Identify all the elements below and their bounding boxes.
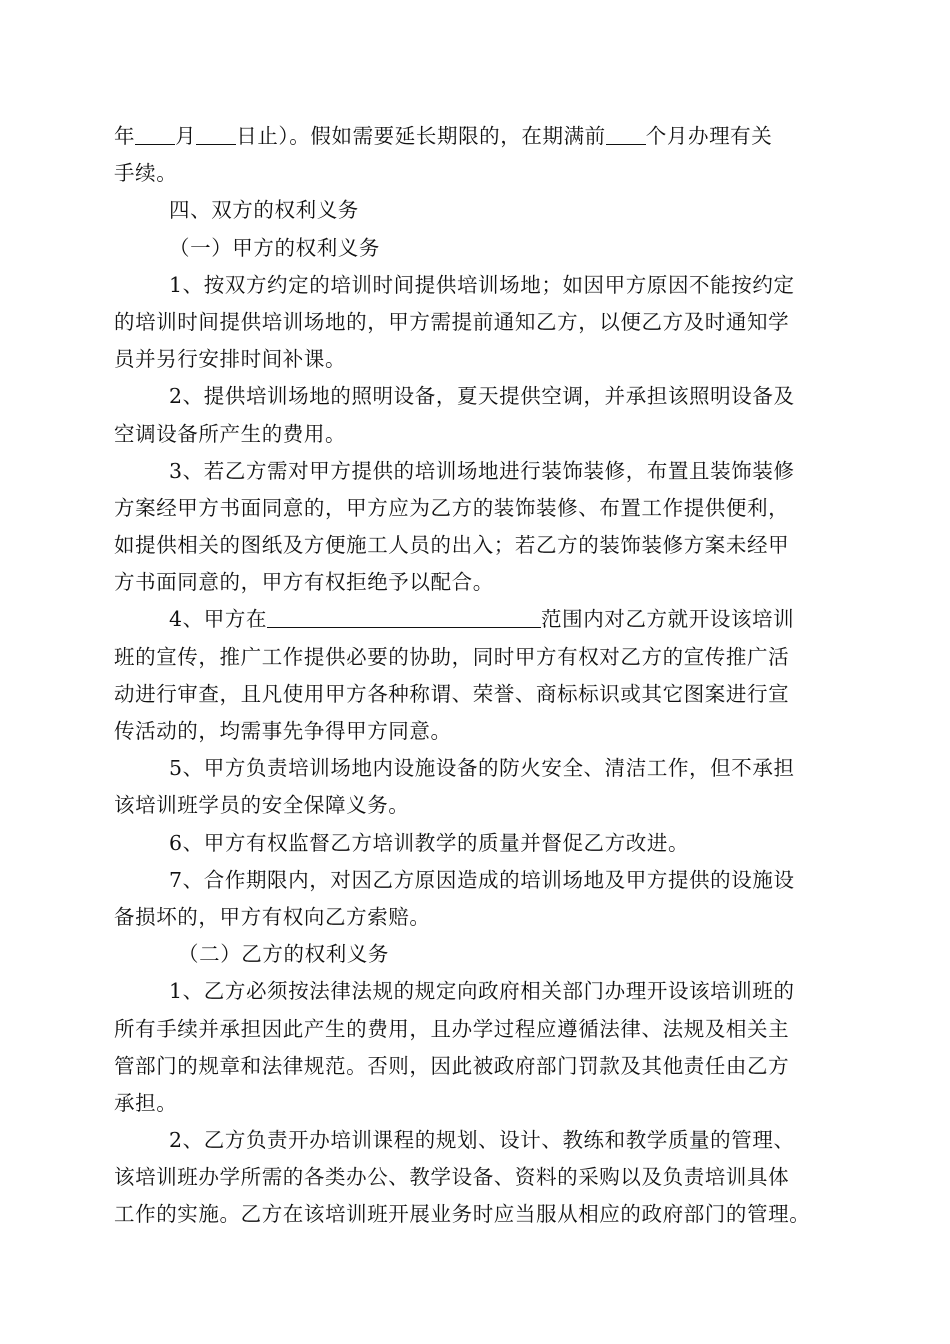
section-heading: 四、双方的权利义务	[169, 198, 359, 223]
document-page	[114, 118, 844, 1234]
text-fragment: 月	[175, 124, 197, 148]
paragraph-b1-line: 所有手续并承担因此产生的费用，且办学过程应遵循法律、法规及相关主	[114, 1016, 790, 1041]
paragraph-a7-line: 备损坏的，甲方有权向乙方索赔。	[114, 904, 431, 929]
paragraph-a4-line: 动进行审查，且凡使用甲方各种称谓、荣誉、商标标识或其它图案进行宣	[114, 681, 790, 706]
paragraph-a4-line: 传活动的，均需事先争得甲方同意。	[114, 719, 452, 743]
paragraph-a3-line: 如提供相关的图纸及方便施工人员的出入；若乙方的装饰装修方案未经甲	[114, 533, 790, 558]
paragraph-b1-line: 管部门的规章和法律规范。否则，因此被政府部门罚款及其他责任由乙方	[114, 1053, 790, 1078]
paragraph-a1-line: 1、按双方约定的培训时间提供培训场地；如因甲方原因不能按约定	[169, 272, 795, 297]
paragraph-b2-line: 工作的实施。乙方在该培训班开展业务时应当服从相应的政府部门的管理。	[114, 1202, 811, 1227]
text-fragment: 范围内对乙方就开设该培训	[541, 607, 795, 632]
paragraph-a2-line: 2、提供培训场地的照明设备，夏天提供空调，并承担该照明设备及	[169, 384, 795, 409]
subsection-heading-party-b: （二）乙方的权利义务	[178, 942, 389, 967]
paragraph-a1-line: 的培训时间提供培训场地的，甲方需提前通知乙方，以便乙方及时通知学	[114, 309, 790, 334]
paragraph-a3-line: 方书面同意的，甲方有权拒绝予以配合。	[114, 570, 494, 595]
subsection-heading-party-a: （一）甲方的权利义务	[169, 235, 380, 260]
fill-blank	[606, 122, 646, 145]
text-fragment: 4、甲方在	[169, 607, 268, 632]
paragraph-a4-line	[114, 601, 844, 638]
paragraph-b1-line: 承担。	[114, 1090, 178, 1115]
fill-blank	[267, 605, 541, 628]
paragraph-a3-line: 方案经甲方书面同意的，甲方应为乙方的装饰装修、布置工作提供便利，	[114, 495, 790, 520]
paragraph-a5-line: 该培训班学员的安全保障义务。	[114, 793, 410, 818]
text-fragment: 日止）。假如需要延长期限的，在期满前	[236, 124, 606, 148]
paragraph-a7-line: 7、合作期限内，对因乙方原因造成的培训场地及甲方提供的设施设	[169, 867, 795, 892]
text-line	[114, 118, 844, 155]
paragraph-a6-line: 6、甲方有权监督乙方培训教学的质量并督促乙方改进。	[169, 830, 690, 855]
text-line: 手续。	[114, 161, 178, 186]
text-fragment: 年	[114, 124, 136, 148]
fill-blank	[196, 122, 236, 145]
paragraph-b2-line: 2、乙方负责开办培训课程的规划、设计、教练和教学质量的管理、	[169, 1128, 795, 1153]
text-fragment: 个月办理有关	[645, 124, 773, 148]
paragraph-a5-line: 5、甲方负责培训场地内设施设备的防火安全、清洁工作，但不承担	[169, 756, 795, 781]
paragraph-a1-line: 员并另行安排时间补课。	[114, 347, 347, 372]
paragraph-b1-line: 1、乙方必须按法律法规的规定向政府相关部门办理开设该培训班的	[169, 979, 795, 1004]
paragraph-a2-line: 空调设备所产生的费用。	[114, 421, 347, 446]
paragraph-a4-line: 班的宣传，推广工作提供必要的协助，同时甲方有权对乙方的宣传推广活	[114, 644, 790, 669]
fill-blank	[135, 122, 175, 145]
paragraph-b2-line: 该培训班办学所需的各类办公、教学设备、资料的采购以及负责培训具体	[114, 1165, 790, 1190]
paragraph-a3-line: 3、若乙方需对甲方提供的培训场地进行装饰装修，布置且装饰装修	[169, 458, 795, 483]
